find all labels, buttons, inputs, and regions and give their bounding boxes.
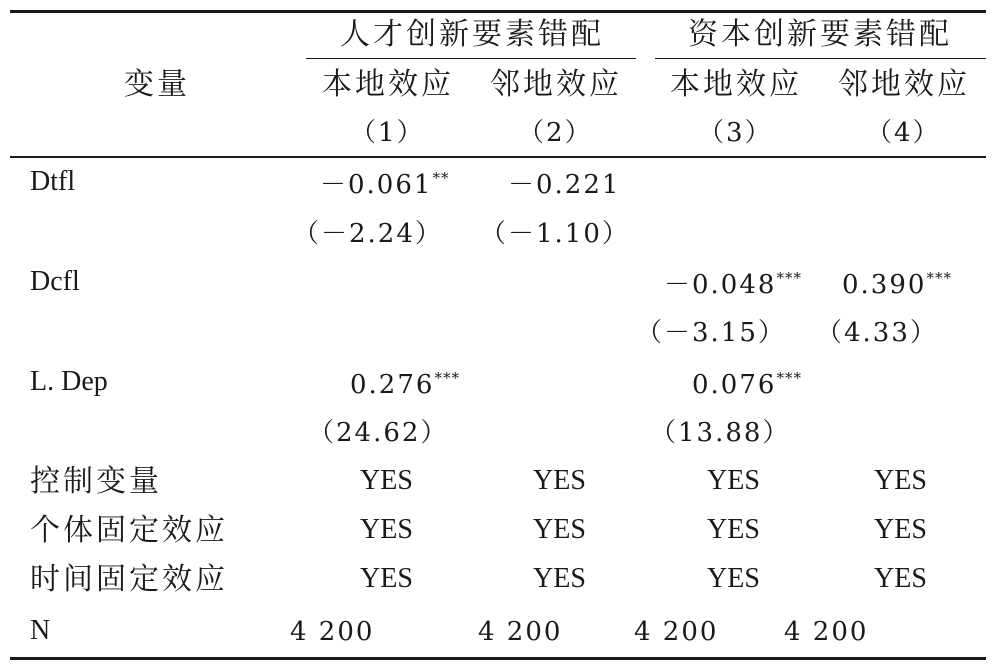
col2-title: 邻地效应 — [490, 67, 622, 102]
row-label-ldep: L. Dep — [30, 366, 108, 397]
n-col3: 4 200 — [634, 617, 719, 647]
col3-title: 本地效应 — [670, 67, 802, 102]
dtfl-col1-stars: ** — [432, 169, 450, 187]
col4-title: 邻地效应 — [838, 67, 970, 102]
row-label-controls: 控制变量 — [30, 464, 162, 499]
row-label-dcfl: Dcfl — [30, 266, 80, 297]
col3-number: （3） — [698, 118, 773, 148]
dtfl-col2-coef: －0.221 — [508, 170, 621, 200]
dcfl-col3-stars: *** — [776, 269, 802, 287]
n-col2: 4 200 — [478, 617, 563, 647]
time-fe-col2: YES — [533, 563, 586, 594]
individual-fe-col4: YES — [874, 514, 927, 545]
dtfl-col2-tstat: （－1.10） — [480, 219, 630, 249]
ldep-col3-stars: *** — [776, 369, 802, 387]
controls-col3: YES — [707, 465, 760, 496]
controls-col2: YES — [533, 465, 586, 496]
dcfl-col4-stars: *** — [926, 269, 952, 287]
col4-number: （4） — [866, 118, 941, 148]
dtfl-col1-tstat: （－2.24） — [293, 219, 443, 249]
col1-title: 本地效应 — [322, 67, 454, 102]
dcfl-col4-tstat: （4.33） — [816, 318, 938, 348]
ldep-col3-coef: 0.076*** — [692, 369, 802, 400]
n-col1: 4 200 — [290, 617, 375, 647]
group2-header: 资本创新要素错配 — [688, 17, 952, 52]
group1-underline — [306, 58, 636, 59]
controls-col4: YES — [874, 465, 927, 496]
ldep-col1-stars: *** — [434, 369, 460, 387]
time-fe-col1: YES — [360, 563, 413, 594]
bottom-rule — [10, 657, 986, 660]
n-col4: 4 200 — [784, 617, 869, 647]
group1-header: 人才创新要素错配 — [340, 17, 604, 52]
row-label-time-fe: 时间固定效应 — [30, 562, 228, 597]
group2-underline — [655, 58, 986, 59]
ldep-col1-coef: 0.276*** — [350, 369, 460, 400]
ldep-col1-tstat: （24.62） — [308, 418, 449, 448]
col2-number: （2） — [518, 118, 593, 148]
controls-col1: YES — [360, 465, 413, 496]
row-label-dtfl: Dtfl — [30, 166, 76, 197]
time-fe-col3: YES — [707, 563, 760, 594]
col1-number: （1） — [350, 118, 425, 148]
dcfl-col4-coef: 0.390*** — [842, 269, 952, 300]
variable-header: 变量 — [124, 67, 190, 102]
individual-fe-col2: YES — [533, 514, 586, 545]
dtfl-col1-coef: －0.061** — [320, 169, 450, 200]
individual-fe-col1: YES — [360, 514, 413, 545]
row-label-individual-fe: 个体固定效应 — [30, 513, 228, 548]
dcfl-col3-coef: －0.048*** — [664, 269, 802, 300]
time-fe-col4: YES — [874, 563, 927, 594]
top-rule — [10, 10, 986, 13]
ldep-col3-tstat: （13.88） — [650, 418, 791, 448]
individual-fe-col3: YES — [707, 514, 760, 545]
row-label-n: N — [30, 615, 51, 646]
header-bottom-rule — [10, 156, 986, 158]
dcfl-col3-tstat: （－3.15） — [636, 318, 786, 348]
